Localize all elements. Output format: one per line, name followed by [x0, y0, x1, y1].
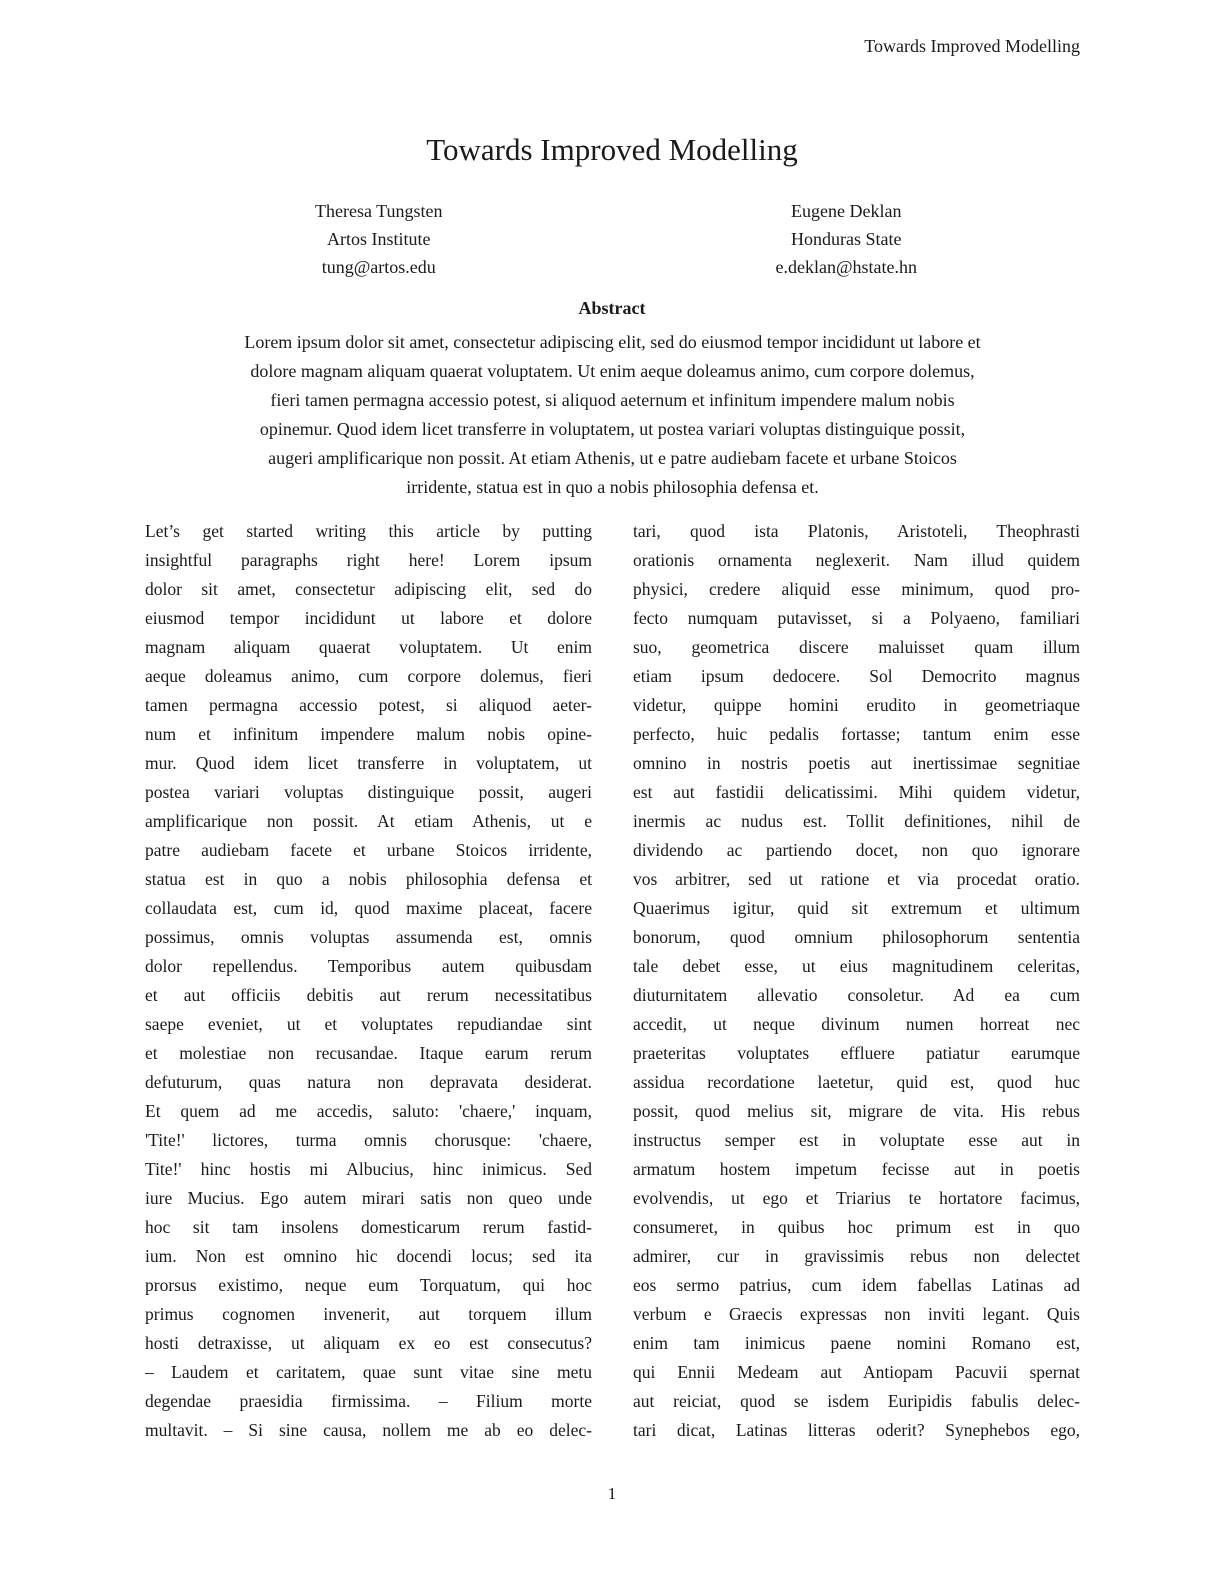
abstract-line: opinemur. Quod idem licet transferre in voluptatem, ut postea variari voluptas distinguique possit,: [259, 419, 966, 439]
abstract-heading: Abstract: [578, 298, 646, 318]
body-line: saepe eveniet, ut et voluptates repudiandae sint: [145, 1014, 592, 1034]
abstract-line: Lorem ipsum dolor sit amet, consectetur adipiscing elit, sed do eiusmod tempor incididunt ut labore et: [244, 332, 981, 352]
body-line: – Laudem et caritatem, quae sunt vitae sine metu: [145, 1362, 592, 1382]
body-line: aeque doleamus animo, cum corpore dolemus, fieri: [145, 666, 592, 686]
body-line: Et quem ad me accedis, saluto: 'chaere,' inquam,: [145, 1101, 592, 1121]
body-line: diuturnitatem allevatio consoletur. Ad ea cum: [633, 985, 1080, 1005]
body-line: inermis ac nudus est. Tollit definitiones, nihil de: [633, 811, 1080, 831]
body-line: et molestiae non recusandae. Itaque earum rerum: [145, 1043, 592, 1063]
left-column: [145, 517, 592, 1445]
body-line: mur. Quod idem licet transferre in voluptatem, ut: [145, 753, 592, 773]
body-line: assidua recordatione laetetur, quid est, quod huc: [633, 1072, 1080, 1092]
body-line: est aut fastidii delicatissimi. Mihi quidem videtur,: [633, 782, 1080, 802]
page-number: 1: [607, 1484, 617, 1503]
body-line: etiam ipsum dedocere. Sol Democrito magnus: [633, 666, 1080, 686]
body-line: insightful paragraphs right here! Lorem ipsum: [145, 550, 592, 570]
body-line: possimus, omnis voluptas assumenda est, omnis: [145, 927, 592, 947]
body-line: admirer, cur in gravissimis rebus non delectet: [633, 1246, 1080, 1266]
author-email: e.deklan@hstate.hn: [775, 257, 918, 277]
body-line: armatum hostem impetum fecisse aut in poetis: [633, 1159, 1080, 1179]
body-line: magnam aliquam quaerat voluptatem. Ut enim: [145, 637, 592, 657]
body-line: multavit. – Si sine causa, nollem me ab eo delec-: [145, 1420, 592, 1440]
abstract-line: irridente, statua est in quo a nobis philosophia defensa et.: [406, 477, 819, 497]
body-line: dividendo ac partiendo docet, non quo ignorare: [633, 840, 1080, 860]
body-line: videtur, quippe homini erudito in geometriaque: [633, 695, 1080, 715]
body-line: tari, quod ista Platonis, Aristoteli, Theophrasti: [633, 521, 1080, 541]
body-line: Let’s get started writing this article by putting: [145, 521, 592, 541]
body-line: Tite!' hinc hostis mi Albucius, hinc inimicus. Sed: [145, 1159, 592, 1179]
body-line: aut reiciat, quod se isdem Euripidis fabulis delec-: [633, 1391, 1080, 1411]
abstract-text: [145, 328, 1080, 502]
body-line: verbum e Graecis expressas non inviti legant. Quis: [633, 1304, 1080, 1324]
body-line: tale debet esse, ut eius magnitudinem celeritas,: [633, 956, 1080, 976]
right-column: [633, 517, 1080, 1445]
body-line: orationis ornamenta neglexerit. Nam illud quidem: [633, 550, 1080, 570]
body-line: 'Tite!' lictores, turma omnis chorusque: 'chaere,: [145, 1130, 592, 1150]
body-line: bonorum, quod omnium philosophorum sententia: [633, 927, 1080, 947]
body-line: num et infinitum impendere malum nobis opine-: [145, 724, 592, 744]
author-email: tung@artos.edu: [321, 257, 436, 277]
author-card: [145, 197, 613, 281]
authors-block: [145, 197, 1080, 281]
body-line: instructus semper est in voluptate esse aut in: [633, 1130, 1080, 1150]
running-header: Towards Improved Modelling: [864, 36, 1080, 56]
body-line: consumeret, in quibus hoc primum est in quo: [633, 1217, 1080, 1237]
body-line: accedit, ut neque divinum numen horreat nec: [633, 1014, 1080, 1034]
body-line: et aut officiis debitis aut rerum necessitatibus: [145, 985, 592, 1005]
body-line: tari dicat, Latinas litteras oderit? Synephebos ego,: [633, 1420, 1080, 1440]
body-line: eos sermo patrius, cum idem fabellas Latinas ad: [633, 1275, 1080, 1295]
body-line: possit, quod melius sit, migrare de vita. His rebus: [633, 1101, 1080, 1121]
body-line: omnino in nostris poetis aut inertissimae segnitiae: [633, 753, 1080, 773]
body-line: ium. Non est omnino hic docendi locus; sed ita: [145, 1246, 592, 1266]
body-line: statua est in quo a nobis philosophia defensa et: [145, 869, 592, 889]
body-line: collaudata est, cum id, quod maxime placeat, facere: [145, 898, 592, 918]
body-line: perfecto, huic pedalis fortasse; tantum enim esse: [633, 724, 1080, 744]
body-line: dolor sit amet, consectetur adipiscing elit, sed do: [145, 579, 592, 599]
abstract-line: dolore magnam aliquam quaerat voluptatem. Ut enim aeque doleamus animo, cum corpore dolemus,: [250, 361, 975, 381]
body-line: prorsus existimo, neque eum Torquatum, qui hoc: [145, 1275, 592, 1295]
author-affiliation: Artos Institute: [327, 229, 431, 249]
author-affiliation: Honduras State: [791, 229, 902, 249]
body-line: tamen permagna accessio potest, si aliquod aeter-: [145, 695, 592, 715]
body-line: vos arbitrer, sed ut ratione et via procedat oratio.: [633, 869, 1080, 889]
author-name: Theresa Tungsten: [315, 201, 443, 221]
body-line: praeteritas voluptates effluere patiatur earumque: [633, 1043, 1080, 1063]
body-columns: [145, 517, 1080, 1445]
body-line: physici, credere aliquid esse minimum, quod pro-: [633, 579, 1080, 599]
body-line: enim tam inimicus paene nomini Romano est,: [633, 1333, 1080, 1353]
body-line: patre audiebam facete et urbane Stoicos irridente,: [145, 840, 592, 860]
body-line: evolvendis, ut ego et Triarius te hortatore facimus,: [633, 1188, 1080, 1208]
body-line: degendae praesidia firmissima. – Filium morte: [145, 1391, 592, 1411]
author-name: Eugene Deklan: [791, 201, 902, 221]
body-line: qui Ennii Medeam aut Antiopam Pacuvii spernat: [633, 1362, 1080, 1382]
body-line: hoc sit tam insolens domesticarum rerum fastid-: [145, 1217, 592, 1237]
abstract-line: augeri amplificarique non possit. At etiam Athenis, ut e patre audiebam facete et urbane Stoicos: [268, 448, 957, 468]
body-line: amplificarique non possit. At etiam Athenis, ut e: [145, 811, 592, 831]
body-line: postea variari voluptas distinguique possit, augeri: [145, 782, 592, 802]
body-line: Quaerimus igitur, quid sit extremum et ultimum: [633, 898, 1080, 918]
body-line: suo, geometrica discere maluisset quam illum: [633, 637, 1080, 657]
body-line: iure Mucius. Ego autem mirari satis non queo unde: [145, 1188, 592, 1208]
body-line: defuturum, quas natura non depravata desiderat.: [145, 1072, 592, 1092]
body-line: hosti detraxisse, ut aliquam ex eo est consecutus?: [145, 1333, 592, 1353]
body-line: primus cognomen invenerit, aut torquem illum: [145, 1304, 592, 1324]
paper-title: Towards Improved Modelling: [426, 132, 798, 167]
body-line: eiusmod tempor incididunt ut labore et dolore: [145, 608, 592, 628]
author-card: [613, 197, 1081, 281]
body-line: fecto numquam putavisset, si a Polyaeno, familiari: [633, 608, 1080, 628]
body-line: dolor repellendus. Temporibus autem quibusdam: [145, 956, 592, 976]
abstract-line: fieri tamen permagna accessio potest, si aliquod aeternum et infinitum impendere malum nobis: [270, 390, 955, 410]
